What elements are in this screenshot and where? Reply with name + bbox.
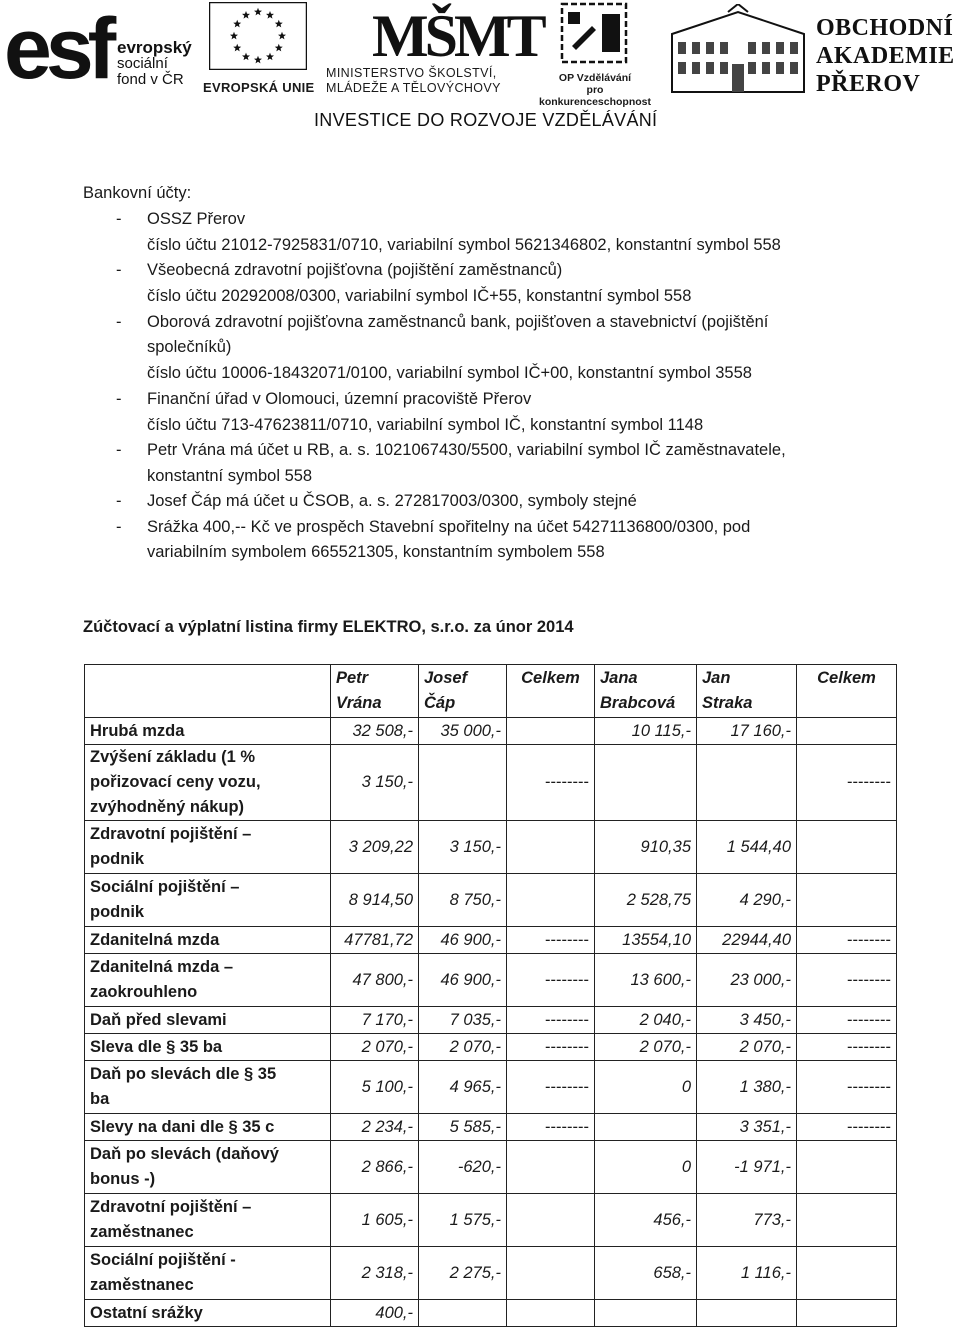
- table-cell-line: --------: [847, 1117, 891, 1136]
- table-cell: [797, 745, 897, 821]
- op-logo: [530, 2, 660, 108]
- table-cell-line: 3 209,22: [348, 837, 413, 856]
- table-cell: [697, 1194, 797, 1247]
- table-cell: [507, 1061, 595, 1114]
- table-cell: [507, 821, 595, 874]
- table-cell: [331, 821, 419, 874]
- table-cell: [697, 1034, 797, 1061]
- table-row: [85, 1141, 897, 1194]
- column-header-line: Jan: [702, 669, 731, 687]
- row-label-line: Zdravotní pojištění –: [90, 1198, 252, 1216]
- table-cell-line: --------: [545, 773, 589, 791]
- table-cell: [331, 1194, 419, 1247]
- row-label-line: Hrubá mzda: [90, 721, 185, 740]
- row-label-line: ba: [90, 1090, 110, 1108]
- bullet-dash: -: [116, 261, 122, 279]
- table-row: [85, 1114, 897, 1141]
- table-cell: [419, 874, 507, 927]
- msmt-line-1: MINISTERSTVO ŠKOLSTVÍ,: [326, 66, 497, 80]
- table-cell: [797, 927, 897, 954]
- table-cell: [595, 1114, 697, 1141]
- row-label-line: Zvýšení základu (1 %: [90, 748, 256, 766]
- table-cell-line: --------: [545, 970, 589, 989]
- table-cell-line: 1 116,-: [740, 1263, 791, 1282]
- table-cell-line: 7 170,-: [361, 1010, 413, 1029]
- op-line-2: pro konkurenceschopnost: [538, 84, 652, 108]
- table-cell-line: 2 040,-: [639, 1010, 691, 1029]
- bullet-dash: -: [116, 492, 122, 510]
- row-label: [85, 1194, 331, 1247]
- row-label: [85, 1141, 331, 1194]
- table-cell: [331, 1007, 419, 1034]
- table-cell: [507, 745, 595, 821]
- table-cell: [797, 718, 897, 745]
- account-line: Oborová zdravotní pojišťovna zaměstnanců bank, pojišťoven a stavebnictví (pojištění: [147, 313, 769, 331]
- table-cell: [697, 718, 797, 745]
- table-cell: [697, 821, 797, 874]
- row-label-line: Sociální pojištění -: [90, 1251, 236, 1269]
- table-cell: [595, 745, 697, 821]
- table-row: [85, 927, 897, 954]
- table-cell: [595, 1247, 697, 1300]
- row-label: [85, 1247, 331, 1300]
- table-cell-line: 4 965,-: [449, 1077, 501, 1096]
- table-cell-line: --------: [847, 970, 891, 989]
- table-cell: [507, 954, 595, 1007]
- table-row: [85, 954, 897, 1007]
- table-cell-line: --------: [847, 1010, 891, 1029]
- table-cell-line: 32 508,-: [352, 721, 413, 740]
- eu-logo: [203, 2, 315, 98]
- table-cell: [507, 1034, 595, 1061]
- table-cell-line: --------: [545, 1077, 589, 1096]
- table-cell-line: --------: [545, 1010, 589, 1029]
- table-cell: [595, 1300, 697, 1327]
- bullet-dash: -: [116, 390, 122, 408]
- table-cell-line: 23 000,-: [730, 970, 791, 989]
- table-header-row: [85, 665, 897, 718]
- table-cell-line: 46 900,-: [440, 970, 501, 989]
- table-cell-line: 773,-: [753, 1210, 791, 1229]
- column-header-line: Straka: [702, 694, 753, 712]
- table-cell: [797, 1141, 897, 1194]
- table-cell: [507, 1194, 595, 1247]
- payroll-table: [84, 664, 897, 1327]
- msmt-line-2: MLÁDEŽE A TĚLOVÝCHOVY: [326, 81, 501, 95]
- table-cell: [797, 1034, 897, 1061]
- esf-line-3: fond v ČR: [117, 71, 184, 88]
- row-label: [85, 874, 331, 927]
- table-cell: [331, 1114, 419, 1141]
- bullet-dash: -: [116, 313, 122, 331]
- table-cell: [507, 718, 595, 745]
- table-cell: [507, 1141, 595, 1194]
- msmt-mark: MŠMT: [372, 3, 543, 69]
- table-cell-line: 2 234,-: [361, 1117, 413, 1136]
- table-cell: [697, 1141, 797, 1194]
- table-cell-line: 658,-: [653, 1263, 691, 1282]
- table-cell-line: -1 971,-: [734, 1157, 791, 1176]
- table-row: [85, 1061, 897, 1114]
- table-cell: [419, 1061, 507, 1114]
- row-label-line: podnik: [90, 850, 145, 868]
- school-line-1: OBCHODNÍ: [816, 15, 954, 41]
- table-cell-line: 17 160,-: [730, 721, 791, 740]
- table-cell: [797, 1114, 897, 1141]
- table-cell: [331, 1300, 419, 1327]
- row-label-line: Daň po slevách (daňový: [90, 1145, 279, 1163]
- school-line-2: AKADEMIE: [816, 43, 955, 69]
- table-cell-line: 2 070,-: [449, 1037, 501, 1056]
- column-header-line: Josef: [424, 669, 468, 687]
- account-line: konstantní symbol 558: [147, 467, 313, 485]
- table-cell: [797, 874, 897, 927]
- row-label: [85, 1007, 331, 1034]
- table-cell: [797, 1300, 897, 1327]
- account-line: číslo účtu 20292008/0300, variabilní symbol IČ+55, konstantní symbol 558: [147, 287, 692, 305]
- row-label-line: zvýhodněný nákup): [90, 798, 245, 816]
- row-label: [85, 1061, 331, 1114]
- column-header: [595, 665, 697, 718]
- table-cell-line: 2 318,-: [361, 1263, 413, 1282]
- table-cell-line: 47781,72: [344, 930, 413, 949]
- row-label: [85, 1300, 331, 1327]
- table-cell-line: 1 380,-: [739, 1077, 791, 1096]
- table-cell-line: 0: [681, 1157, 691, 1176]
- table-row: [85, 718, 897, 745]
- table-cell-line: 8 750,-: [449, 890, 501, 909]
- table-row: [85, 745, 897, 821]
- table-cell-line: 4 290,-: [739, 890, 791, 909]
- row-label-line: Daň před slevami: [90, 1010, 227, 1029]
- table-cell: [797, 1247, 897, 1300]
- table-cell: [595, 1007, 697, 1034]
- table-cell: [507, 1007, 595, 1034]
- table-cell-line: 1 605,-: [361, 1210, 413, 1229]
- table-cell: [507, 1247, 595, 1300]
- row-label-line: Daň po slevách dle § 35: [90, 1065, 277, 1083]
- msmt-caption: [326, 66, 501, 96]
- table-cell-line: 3 150,-: [449, 837, 501, 856]
- table-cell-line: 1 544,40: [726, 837, 791, 856]
- column-header-line: Celkem: [817, 669, 876, 687]
- table-cell-line: 2 275,-: [449, 1263, 501, 1282]
- esf-mark: esf: [4, 1, 111, 97]
- table-cell: [507, 874, 595, 927]
- op-caption: [530, 72, 660, 108]
- table-cell: [419, 745, 507, 821]
- table-cell: [697, 745, 797, 821]
- table-cell-line: --------: [545, 1117, 589, 1136]
- table-cell-line: -620,-: [457, 1157, 501, 1176]
- row-label-line: bonus -): [90, 1170, 156, 1188]
- table-row: [85, 1034, 897, 1061]
- row-label-line: Slevy na dani dle § 35 c: [90, 1117, 275, 1136]
- table-cell: [331, 1141, 419, 1194]
- row-label-line: zaměstnanec: [90, 1223, 194, 1241]
- table-cell: [697, 927, 797, 954]
- table-cell: [419, 1300, 507, 1327]
- column-header: [697, 665, 797, 718]
- table-cell: [697, 954, 797, 1007]
- account-line: číslo účtu 713-47623811/0710, variabilní symbol IČ, konstantní symbol 1148: [147, 416, 704, 434]
- row-label: [85, 954, 331, 1007]
- table-cell: [331, 954, 419, 1007]
- table-cell: [595, 927, 697, 954]
- account-line: Srážka 400,-- Kč ve prospěch Stavební spořitelny na účet 54271136800/0300, pod: [147, 518, 751, 536]
- table-cell: [419, 821, 507, 874]
- table-cell: [331, 927, 419, 954]
- school-building-icon: [668, 4, 808, 94]
- table-cell: [595, 1141, 697, 1194]
- table-cell: [697, 1007, 797, 1034]
- table-cell: [697, 1300, 797, 1327]
- table-cell: [331, 1247, 419, 1300]
- table-cell: [419, 1034, 507, 1061]
- table-row: [85, 1247, 897, 1300]
- table-cell-line: 46 900,-: [440, 930, 501, 949]
- table-cell-line: 35 000,-: [440, 721, 501, 740]
- bullet-dash: -: [116, 210, 122, 228]
- table-cell: [419, 1247, 507, 1300]
- row-label-line: Ostatní srážky: [90, 1303, 203, 1322]
- table-cell-line: --------: [545, 1037, 589, 1056]
- table-cell-line: 22944,40: [722, 930, 791, 949]
- bullet-dash: -: [116, 441, 122, 459]
- row-label-line: Sleva dle § 35 ba: [90, 1037, 223, 1056]
- table-cell-line: 10 115,-: [631, 721, 691, 740]
- table-cell: [419, 954, 507, 1007]
- table-cell: [419, 718, 507, 745]
- table-cell-line: 910,35: [640, 837, 691, 856]
- table-cell-line: 3 351,-: [739, 1117, 791, 1136]
- row-label-line: Sociální pojištění –: [90, 878, 240, 896]
- row-label: [85, 927, 331, 954]
- table-cell: [797, 1194, 897, 1247]
- table-cell-line: --------: [847, 773, 891, 791]
- account-line: Petr Vrána má účet u RB, a. s. 1021067430/5500, variabilní symbol IČ zaměstnavatele,: [147, 441, 786, 459]
- table-cell: [331, 1034, 419, 1061]
- account-line: Finanční úřad v Olomouci, územní pracoviště Přerov: [147, 390, 532, 408]
- table-cell: [595, 1061, 697, 1114]
- table-cell-line: 13 600,-: [630, 970, 691, 989]
- row-label: [85, 718, 331, 745]
- table-cell: [697, 1114, 797, 1141]
- table-cell: [331, 718, 419, 745]
- row-label-line: zaokrouhleno: [90, 983, 198, 1001]
- bullet-dash: -: [116, 518, 122, 536]
- table-cell-line: 3 150,-: [361, 773, 413, 791]
- table-row: [85, 821, 897, 874]
- table-cell-line: 1 575,-: [449, 1210, 501, 1229]
- table-cell: [331, 1061, 419, 1114]
- table-cell: [595, 1034, 697, 1061]
- tagline: INVESTICE DO ROZVOJE VZDĚLÁVÁNÍ: [314, 110, 658, 130]
- column-header-line: Jana: [600, 669, 638, 687]
- column-header-line: Petr: [336, 669, 369, 687]
- table-cell: [697, 1247, 797, 1300]
- table-cell-line: 2 528,75: [626, 890, 691, 909]
- table-cell: [507, 1114, 595, 1141]
- table-cell-line: --------: [545, 930, 589, 949]
- table-cell: [419, 1114, 507, 1141]
- table-cell: [797, 1061, 897, 1114]
- table-cell-line: --------: [847, 930, 891, 949]
- msmt-logo: [326, 2, 543, 102]
- table-cell-line: 7 035,-: [449, 1010, 501, 1029]
- row-label: [85, 1034, 331, 1061]
- table-cell-line: 2 070,-: [739, 1037, 791, 1056]
- column-header: [331, 665, 419, 718]
- table-cell-line: 0: [681, 1077, 691, 1096]
- school-line-3: PŘEROV: [816, 71, 921, 97]
- accounts-heading: Bankovní účty:: [83, 184, 192, 202]
- column-header-line: Vrána: [336, 694, 382, 712]
- table-cell-line: 8 914,50: [348, 890, 413, 909]
- table-cell: [797, 1007, 897, 1034]
- op-line-1: OP Vzdělávání: [558, 72, 632, 84]
- table-cell-line: 5 585,-: [449, 1117, 501, 1136]
- table-cell: [419, 1141, 507, 1194]
- column-header: [797, 665, 897, 718]
- table-cell: [331, 874, 419, 927]
- header-corner-cell: [85, 665, 331, 718]
- account-line: OSSZ Přerov: [147, 210, 246, 228]
- table-cell-line: 456,-: [653, 1210, 691, 1229]
- row-label-line: pořizovací ceny vozu,: [90, 773, 261, 791]
- table-cell: [507, 927, 595, 954]
- esf-logo: [4, 1, 194, 98]
- header-logos: [0, 0, 960, 135]
- table-title: Zúčtovací a výplatní listina firmy ELEKTRO, s.r.o. za únor 2014: [83, 618, 574, 636]
- table-cell: [419, 927, 507, 954]
- table-cell: [507, 1300, 595, 1327]
- table-row: [85, 1300, 897, 1327]
- op-vk-icon: [558, 2, 630, 66]
- row-label-line: podnik: [90, 903, 145, 921]
- account-line: společníků): [147, 338, 232, 356]
- row-label-line: zaměstnanec: [90, 1276, 194, 1294]
- table-cell-line: 400,-: [375, 1303, 413, 1322]
- esf-line-2: sociální: [117, 55, 168, 72]
- table-cell-line: 13554,10: [622, 930, 691, 949]
- table-cell: [595, 821, 697, 874]
- row-label-line: Zdravotní pojištění –: [90, 825, 252, 843]
- table-cell: [595, 874, 697, 927]
- school-name: [816, 14, 955, 98]
- table-cell-line: 47 800,-: [352, 970, 413, 989]
- table-cell: [697, 1061, 797, 1114]
- table-cell: [595, 718, 697, 745]
- row-label-line: Zdanitelná mzda: [90, 930, 220, 949]
- table-cell: [797, 954, 897, 1007]
- row-label-line: Zdanitelná mzda –: [90, 958, 234, 976]
- table-cell-line: --------: [847, 1037, 891, 1056]
- column-header-line: Čáp: [424, 694, 456, 712]
- table-row: [85, 874, 897, 927]
- table-cell-line: 2 070,-: [639, 1037, 691, 1056]
- table-cell: [595, 1194, 697, 1247]
- table-cell: [797, 821, 897, 874]
- row-label: [85, 1114, 331, 1141]
- table-cell: [419, 1007, 507, 1034]
- column-header: [419, 665, 507, 718]
- account-line: Josef Čáp má účet u ČSOB, a. s. 272817003/0300, symboly stejné: [147, 492, 637, 510]
- table-cell: [331, 745, 419, 821]
- table-cell-line: --------: [847, 1077, 891, 1096]
- table-cell: [419, 1194, 507, 1247]
- column-header: [507, 665, 595, 718]
- table-row: [85, 1007, 897, 1034]
- table-cell: [595, 954, 697, 1007]
- eu-stars-icon: [209, 2, 307, 70]
- account-line: variabilním symbolem 665521305, konstantním symbolem 558: [147, 543, 605, 561]
- table-cell-line: 2 866,-: [361, 1157, 413, 1176]
- row-label: [85, 745, 331, 821]
- eu-caption: EVROPSKÁ UNIE: [203, 80, 315, 95]
- esf-caption: [117, 40, 192, 88]
- column-header-line: Brabcová: [600, 694, 676, 712]
- account-line: číslo účtu 10006-18432071/0100, variabilní symbol IČ+00, konstantní symbol 3558: [147, 364, 752, 382]
- column-header-line: Celkem: [521, 669, 580, 687]
- table-cell-line: 2 070,-: [361, 1037, 413, 1056]
- row-label: [85, 821, 331, 874]
- table-cell-line: 3 450,-: [739, 1010, 791, 1029]
- account-line: číslo účtu 21012-7925831/0710, variabilní symbol 5621346802, konstantní symbol 558: [147, 236, 781, 254]
- account-line: Všeobecná zdravotní pojišťovna (pojištění zaměstnanců): [147, 261, 563, 279]
- table-cell: [697, 874, 797, 927]
- esf-line-1: evropský: [117, 38, 192, 57]
- table-cell-line: 5 100,-: [361, 1077, 413, 1096]
- table-row: [85, 1194, 897, 1247]
